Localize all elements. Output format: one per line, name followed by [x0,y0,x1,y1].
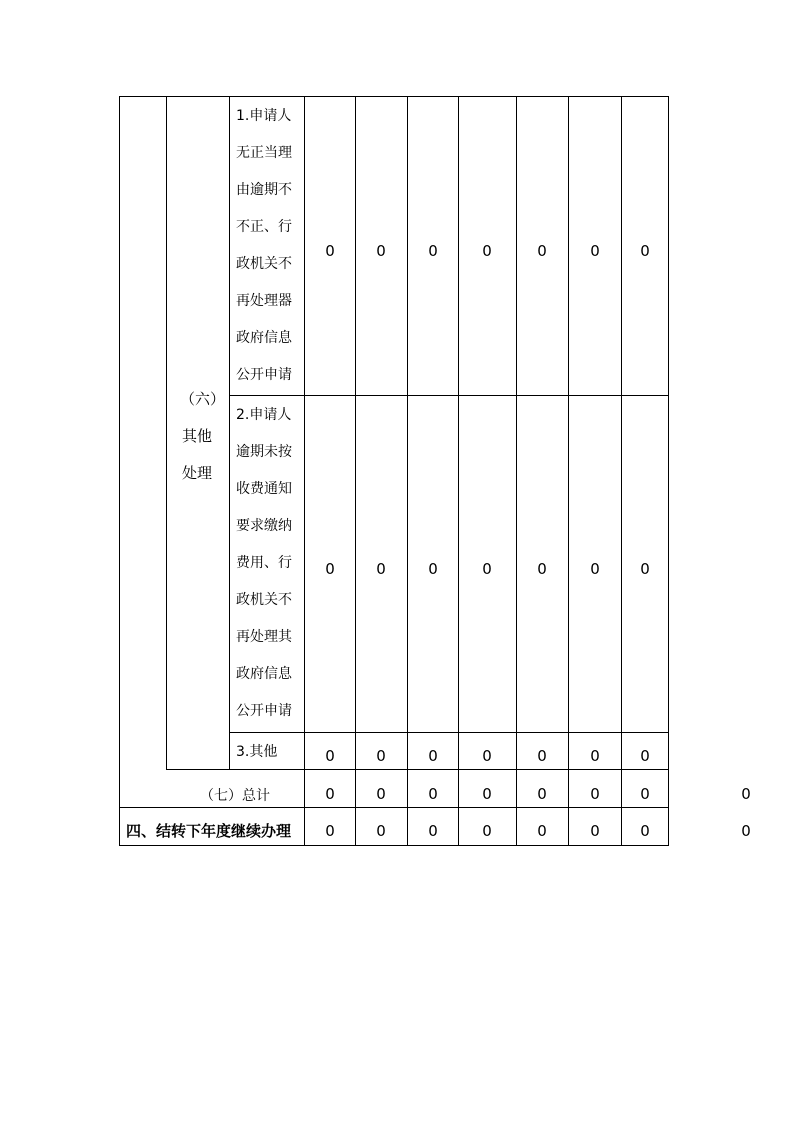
table-cell: 0 [537,822,547,840]
table-cell: 0 [590,242,600,260]
table-cell: 0 [428,242,438,260]
row-3-label: 3.其他 [236,744,278,760]
table-cell: 0 [537,785,547,803]
table-cell: 0 [325,242,335,260]
table-cell: 0 [376,242,386,260]
table-cell: 0 [590,785,600,803]
table-cell: 0 [537,747,547,765]
table-cell: 0 [482,822,492,840]
table-cell: 0 [482,242,492,260]
category-line: 处理 [182,464,213,482]
table-cell: 0 [325,785,335,803]
table-cell: 0 [640,242,650,260]
table-cell: 0 [590,822,600,840]
table-cell: 0 [640,822,650,840]
table-cell: 0 [482,785,492,803]
table-cell: 0 [640,560,650,578]
table-cell: 0 [325,822,335,840]
table-cell: 0 [428,560,438,578]
table-cell: 0 [428,822,438,840]
row-1-label: 1.申请人 无正当理 由逾期不 不正、行 政机关不 再处理器 政府信息 公开申请 [236,108,292,383]
table-cell: 0 [325,747,335,765]
carryover-label: 四、结转下年度继续办理 [126,822,292,840]
table-cell: 0 [640,747,650,765]
total-label: （七）总计 [200,788,270,804]
table-cell: 0 [590,560,600,578]
table-cell: 0 [537,560,547,578]
table-cell: 0 [482,747,492,765]
table-cell: 0 [376,822,386,840]
table-cell: 0 [428,785,438,803]
table-cell: 0 [482,560,492,578]
row-2-label: 2.申请人 逾期未按 收费通知 要求缴纳 费用、行 政机关不 再处理其 政府信息 公开申请 [236,407,292,719]
table-cell: 0 [428,747,438,765]
category-line: （六） [180,390,226,408]
table-cell: 0 [376,747,386,765]
category-line: 其他 [182,427,213,445]
table-cell: 0 [325,560,335,578]
table-cell: 0 [640,785,650,803]
overflow-cell: 0 [741,822,751,840]
table-cell: 0 [376,560,386,578]
table-cell: 0 [537,242,547,260]
overflow-cell: 0 [741,785,751,803]
table-cell: 0 [590,747,600,765]
table-cell: 0 [376,785,386,803]
